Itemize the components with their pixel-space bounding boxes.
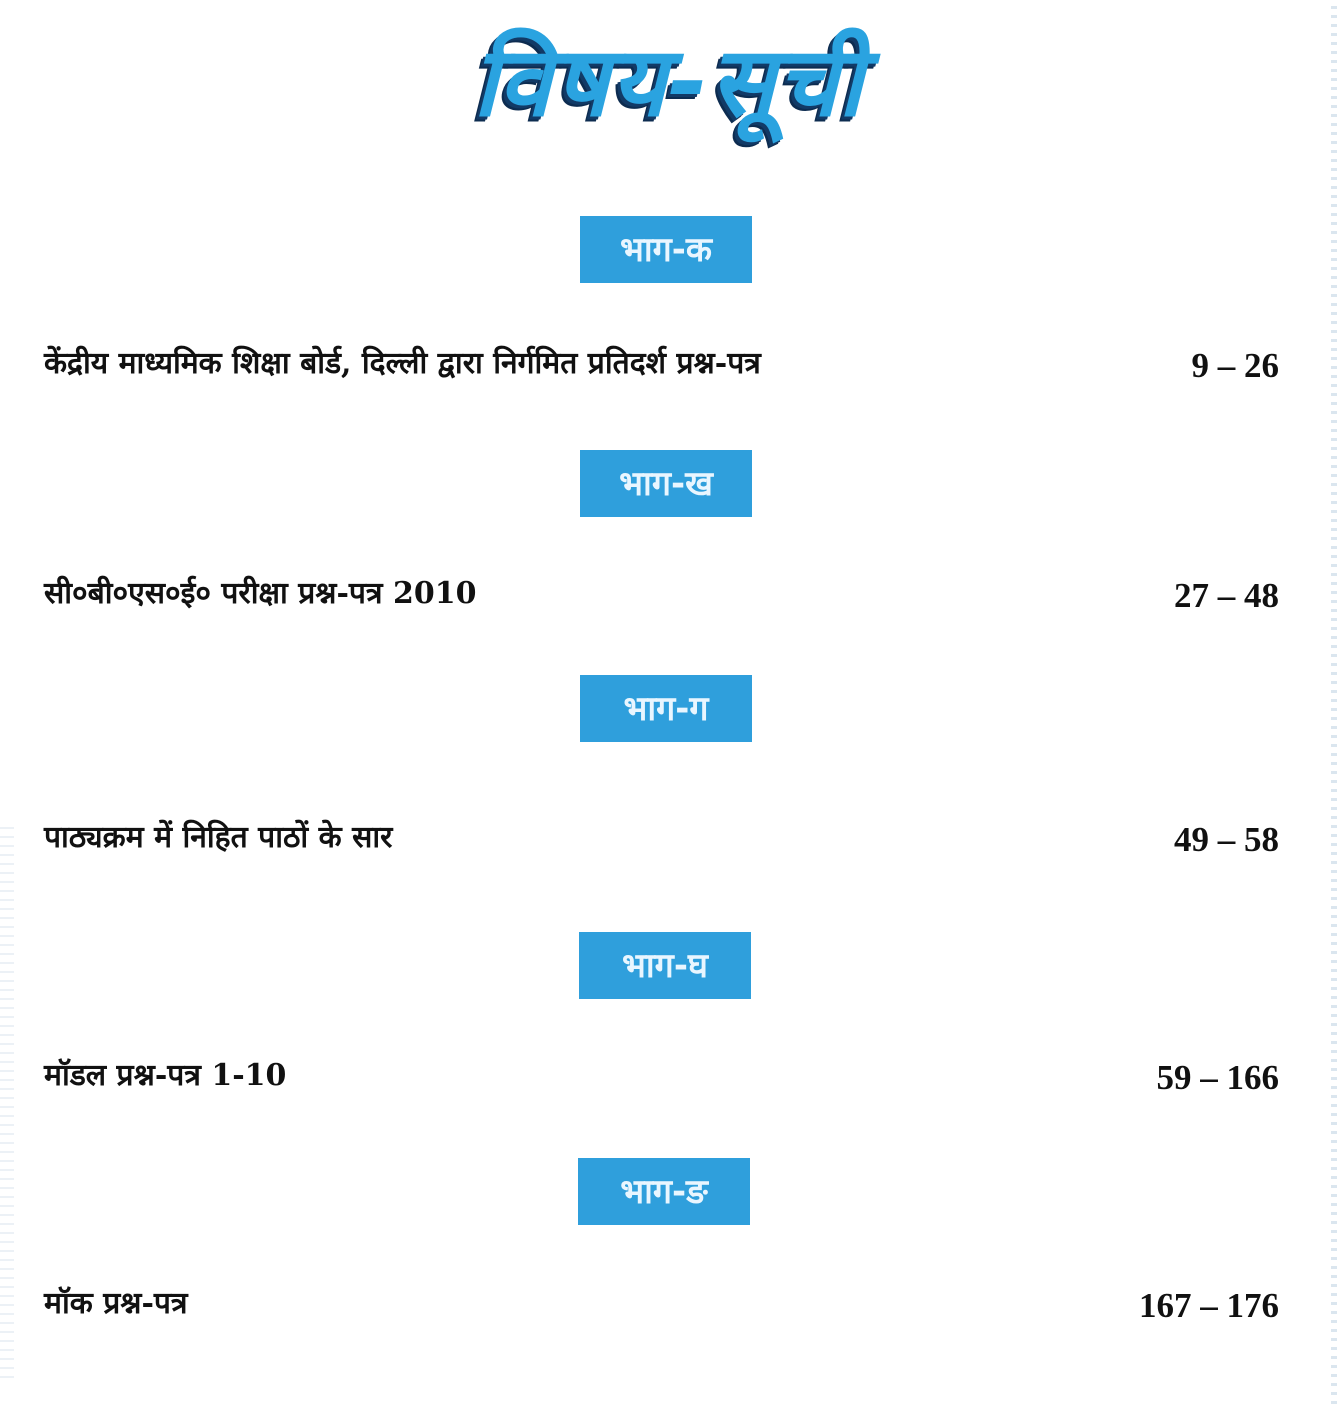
toc-entry-title: केंद्रीय माध्यमिक शिक्षा बोर्ड, दिल्ली द्वारा निर्गमित प्रतिदर्श प्रश्न-पत्र	[44, 346, 761, 381]
toc-entry-title: मॉडल प्रश्न-पत्र 1-10	[44, 1058, 287, 1093]
toc-entry-title: मॉक प्रश्न-पत्र	[44, 1286, 188, 1321]
scan-edge-right	[1331, 0, 1337, 1408]
section-badge-part-c: भाग-ग	[580, 675, 752, 742]
toc-entry-title: सी०बी०एस०ई० परीक्षा प्रश्न-पत्र 2010	[44, 576, 477, 611]
page-title: विषय-सूची	[472, 26, 865, 138]
toc-entry-pages: 59 – 166	[1156, 1058, 1279, 1097]
scan-edge-left	[0, 820, 14, 1380]
toc-entry-pages: 167 – 176	[1139, 1286, 1279, 1325]
toc-entry-pages: 9 – 26	[1191, 346, 1279, 385]
section-badge-part-e: भाग-ङ	[578, 1158, 750, 1225]
toc-entry-pages: 27 – 48	[1174, 576, 1279, 615]
section-badge-part-b: भाग-ख	[580, 450, 752, 517]
section-badge-part-d: भाग-घ	[579, 932, 751, 999]
section-badge-part-a: भाग-क	[580, 216, 752, 283]
toc-entry-pages: 49 – 58	[1174, 820, 1279, 859]
toc-entry-title: पाठ्यक्रम में निहित पाठों के सार	[44, 820, 393, 855]
